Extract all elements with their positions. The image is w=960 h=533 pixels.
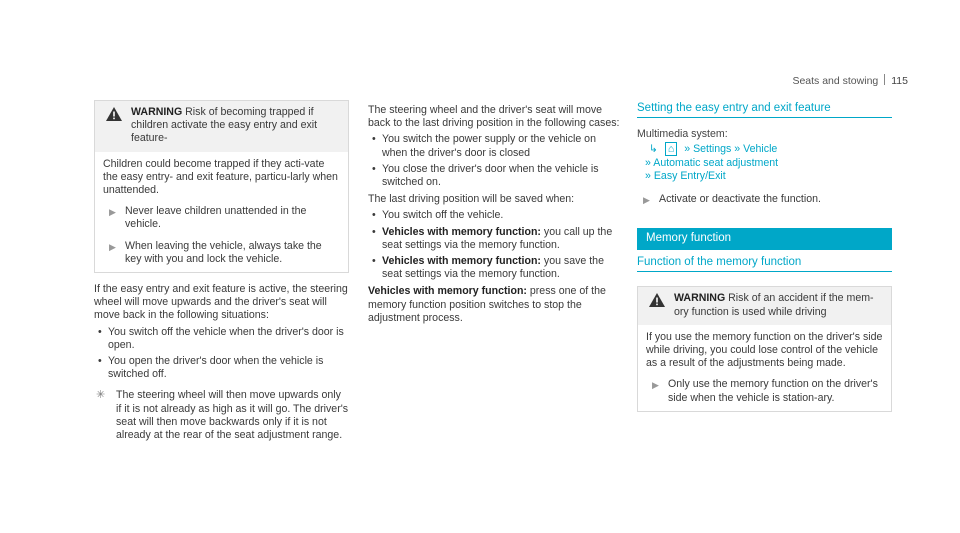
list-item: • You switch off the vehicle. [368, 209, 623, 222]
final-text: press one of the memory function position switches to stop the adjustment process. [368, 285, 606, 324]
list-item: • You open the driver's door when the vehicle is switched off. [94, 355, 349, 381]
warning-body-text: Children could become trapped if they acti-vate the easy entry- and exit feature, particu-larly when unattended. [103, 157, 338, 197]
warning-box-accident [637, 286, 892, 411]
list-item: • You switch off the vehicle when the driver's door is open. [94, 326, 349, 352]
menu-path-line [637, 157, 892, 170]
intro-paragraph: The steering wheel and the driver's seat will move back to the last driving position in the following cases: [368, 104, 620, 130]
warning-header [638, 287, 891, 324]
path-chevron-icon: » [684, 143, 691, 156]
list-item [368, 255, 623, 281]
note-text: The steering wheel will then move upwards only if it is not already as high as it will go. The driver's seat will then move backwards only if it is not already at the rear of the seat adjustment range. [116, 389, 349, 442]
warning-step [646, 378, 883, 404]
page-number: 115 [891, 75, 908, 87]
warning-step [103, 240, 340, 266]
warning-head-text: Risk of becoming trapped if children activate the easy entry and exit feature- [131, 106, 318, 145]
page-header [792, 74, 908, 87]
path-chevron-icon: » [645, 156, 651, 169]
warning-header [95, 101, 348, 152]
final-label: Vehicles with memory function: [368, 285, 527, 298]
saved-list [368, 209, 623, 281]
header-divider [884, 74, 885, 85]
info-note-icon: ✳ [96, 389, 106, 402]
section-heading-easy-entry: Setting the easy entry and exit feature [637, 102, 892, 118]
step-arrow-icon: ▶ [652, 380, 659, 391]
warning-label: WARNING [674, 292, 726, 305]
warning-body [638, 325, 891, 411]
list-item: • You close the driver's door when the vehicle is switched on. [368, 163, 623, 189]
warning-head-text: Risk of an accident if the mem-ory function is used while driving [674, 292, 874, 318]
list-item-text: you save the seat settings via the memory function. [382, 255, 604, 281]
path-chevron-icon: » [645, 169, 651, 182]
menu-path-line [637, 170, 892, 183]
step-text: Never leave children unattended in the vehicle. [125, 205, 307, 231]
list-item-label: Vehicles with memory function: [382, 255, 541, 268]
home-icon: ⌂ [665, 142, 677, 156]
step-text: Only use the memory function on the driver's side when the vehicle is station-ary. [668, 378, 878, 404]
column-3 [637, 102, 892, 412]
warning-label: WARNING [131, 106, 183, 118]
path-auto-seat: Automatic seat adjustment [653, 156, 779, 169]
path-start-icon: ↳ [649, 143, 658, 156]
warning-body-text: If you use the memory function on the driver's side while driving, you could lose control of the vehicle as a result of the adjustments being made. [646, 330, 883, 370]
list-item-label: Vehicles with memory function: [382, 225, 541, 238]
warning-triangle-icon [106, 107, 122, 121]
warning-body [95, 152, 348, 272]
list-item-text: you call up the seat settings via the memory function. [382, 225, 613, 251]
warning-triangle-icon [649, 293, 665, 307]
step-arrow-icon: ▶ [109, 207, 116, 218]
multimedia-label: Multimedia system: [637, 128, 728, 141]
step-arrow-icon: ▶ [643, 195, 650, 206]
warning-step [103, 205, 340, 231]
memory-function-bar: Memory function [637, 228, 892, 250]
situation-list [94, 326, 349, 382]
intro-paragraph: If the easy entry and exit feature is active, the steering wheel will move upwards and the driver's seat will move back in the following situations: [94, 283, 348, 322]
path-vehicle: Vehicle [743, 143, 778, 156]
saved-intro: The last driving position will be saved when: [368, 193, 575, 206]
note [94, 389, 349, 442]
final-paragraph [368, 285, 623, 325]
section-title: Seats and stowing [792, 75, 879, 87]
section-heading-memory: Function of the memory function [637, 256, 892, 272]
column-1 [94, 100, 349, 442]
path-settings: Settings [693, 143, 732, 156]
list-item: • You switch the power supply or the vehicle on when the driver's door is closed [368, 133, 623, 159]
step-arrow-icon: ▶ [109, 241, 116, 252]
step-text: Activate or deactivate the function. [659, 193, 821, 206]
column-2 [368, 104, 623, 325]
list-item [368, 226, 623, 252]
cases-list [368, 133, 623, 189]
instruction-step [637, 193, 892, 206]
warning-box-trapped [94, 100, 349, 273]
path-easy-entry: Easy Entry/Exit [653, 169, 726, 182]
step-text: When leaving the vehicle, always take the key with you and lock the vehicle. [125, 239, 322, 265]
menu-path [637, 143, 892, 156]
path-chevron-icon: » [734, 143, 741, 156]
